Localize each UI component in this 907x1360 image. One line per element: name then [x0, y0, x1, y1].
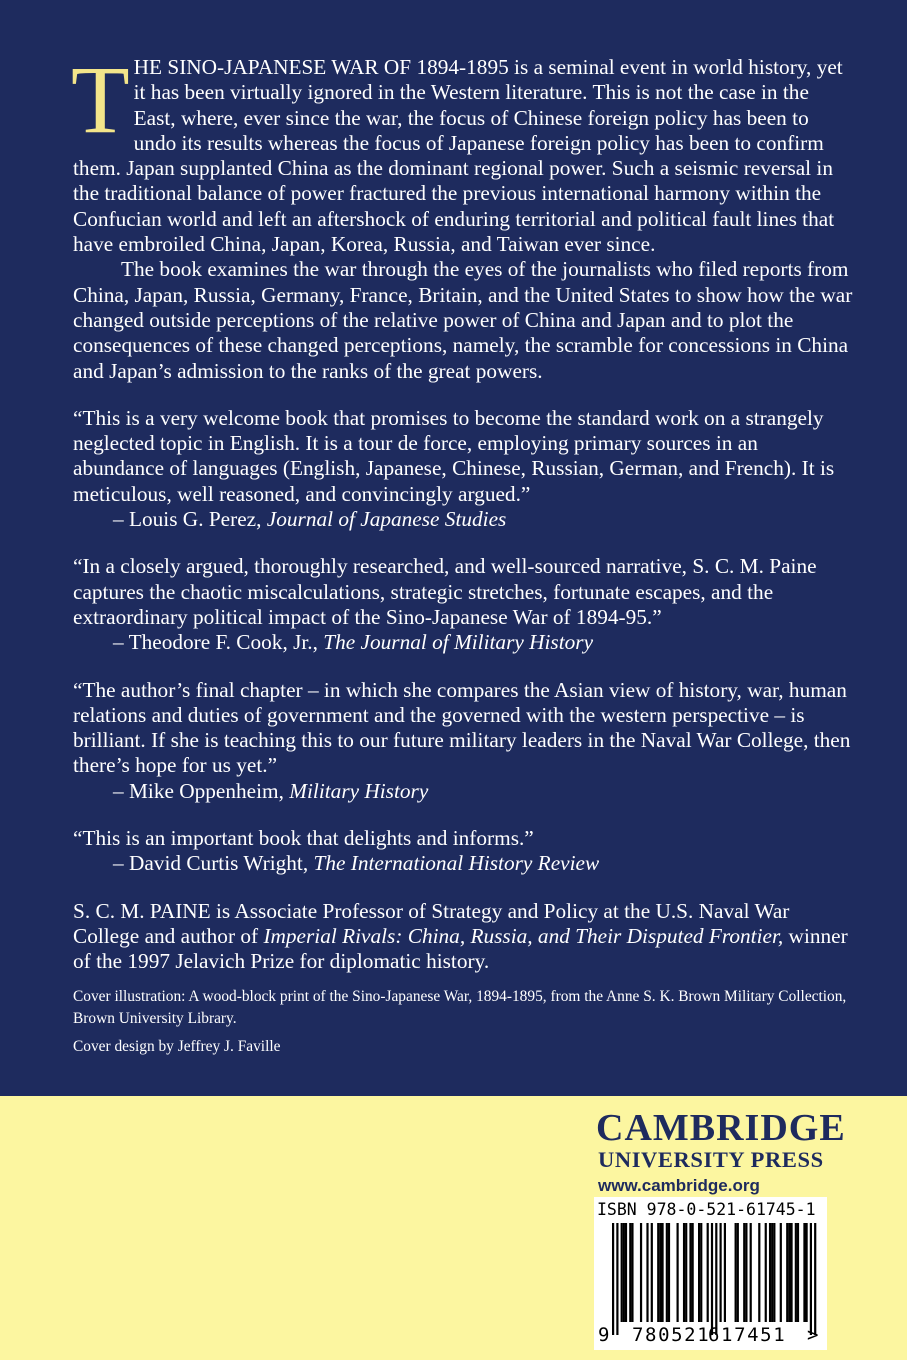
cover-text-column: [71, 46, 853, 1058]
barcode-bar: [786, 1223, 788, 1322]
review-attribution: [73, 507, 853, 532]
review-attribution: [73, 851, 853, 876]
barcode-bar: [790, 1223, 792, 1322]
review-author: – Mike Oppenheim,: [113, 778, 290, 803]
review-attribution: [73, 630, 853, 655]
barcode-bar: [616, 1223, 618, 1335]
barcode-bar: [677, 1223, 679, 1322]
isbn-label: ISBN 978-0-521-61745-1: [597, 1200, 816, 1219]
barcode-bar: [780, 1223, 782, 1322]
barcode-bar: [700, 1223, 702, 1322]
review-text: “This is a very welcome book that promises to become the standard work on a strangely neglected topic in English. It is a tour de force, employing primary sources in an abundance of languages (English, Japanese, Chinese, Russian, German, and French). It is meticulous, well reasoned, and convincingly argued.”: [73, 405, 835, 506]
barcode-bar: [795, 1223, 797, 1322]
barcode-digit-group-right: 617451: [708, 1324, 787, 1346]
review-source: The International History Review: [313, 851, 600, 876]
barcode-bar: [640, 1223, 642, 1322]
drop-cap: T: [71, 46, 130, 153]
barcode-bar: [711, 1223, 713, 1335]
barcode-bar: [612, 1223, 614, 1335]
barcode-bar: [621, 1223, 623, 1322]
cover-illustration-credit: Cover illustration: A wood-block print of the Sino-Japanese War, 1894-1895, from the Anne S. K. Brown Military Collection, Brown University Library.: [73, 987, 847, 1027]
blurb-paragraph-2: The book examines the war through the eyes of the journalists who filed reports from China, Japan, Russia, Germany, France, Britain, and the United States to show how the war changed outside perceptions of the relative power of China and Japan and to plot the consequences of these changed perceptions, namely, the scramble for concessions in China and Japan’s admission to the ranks of the great powers.: [73, 257, 853, 383]
barcode-bar: [689, 1223, 691, 1322]
barcode-digit-lead: 9: [598, 1324, 610, 1346]
author-bio-lead: S. C. M. PAINE is Associate Professor of Strategy and Policy at the U.S. Naval War College and author of: [73, 898, 790, 948]
barcode-bar: [773, 1223, 775, 1322]
barcode-bar: [715, 1223, 717, 1335]
barcode-bar: [771, 1223, 773, 1322]
barcode-bar: [646, 1223, 648, 1322]
publisher-press: UNIVERSITY PRESS: [598, 1147, 824, 1172]
review-author: – Louis G. Perez,: [113, 507, 267, 532]
barcode-quiet-zone-marker: >: [807, 1324, 819, 1346]
barcode-bar: [666, 1223, 668, 1322]
barcode-bar: [803, 1223, 805, 1322]
author-bio: [73, 899, 853, 975]
isbn-barcode: [594, 1197, 827, 1350]
barcode-bar: [698, 1223, 700, 1322]
barcode-bar: [629, 1223, 631, 1322]
review-quote-4: [73, 826, 853, 877]
author-bio-tail: winner of the 1997 Jelavich Prize for diplomatic history.: [73, 923, 848, 974]
barcode-bar: [657, 1223, 659, 1322]
barcode-bar: [797, 1223, 799, 1322]
review-author: – Theodore F. Cook, Jr.,: [113, 630, 324, 655]
barcode-bar: [707, 1223, 709, 1322]
review-attribution: [73, 779, 853, 804]
review-source: Journal of Japanese Studies: [266, 507, 507, 532]
barcode-bar: [810, 1223, 812, 1335]
review-quote-2: [73, 554, 853, 655]
barcode-digits: [594, 1324, 827, 1348]
barcode-bar: [625, 1223, 627, 1322]
review-text: “This is an important book that delights and informs.”: [73, 826, 534, 851]
barcode-bar: [765, 1223, 767, 1322]
barcode-bar: [758, 1223, 760, 1322]
barcode-bar: [788, 1223, 790, 1322]
barcode-bar: [750, 1223, 752, 1322]
publisher-logo: [596, 1107, 846, 1198]
barcode-bar: [814, 1223, 816, 1335]
barcode-bar: [724, 1223, 726, 1322]
barcode-bar: [720, 1223, 722, 1322]
review-source: Military History: [289, 778, 429, 803]
barcode-bar: [745, 1223, 747, 1322]
review-quote-3: [73, 678, 853, 804]
barcode-bar: [668, 1223, 670, 1322]
blurb-paragraph-1: [71, 46, 853, 257]
publisher-url: www.cambridge.org: [598, 1176, 760, 1195]
barcode-bar: [659, 1223, 661, 1322]
review-quote-1: [73, 406, 853, 532]
barcode-bar: [735, 1223, 737, 1322]
barcode-bar: [692, 1223, 694, 1322]
barcode-bar: [806, 1223, 808, 1322]
barcode-bar: [661, 1223, 663, 1322]
blurb-paragraph-1-text: HE SINO-JAPANESE WAR OF 1894-1895 is a seminal event in world history, yet it has been virtually ignored in the Western literature. This is not the case in the East, where, ever since the war, the focus of Chinese foreign policy has been to undo its results whereas the focus of Japanese foreign policy has been to confirm them. Japan supplanted China as the dominant regional power. Such a seismic reversal in the traditional balance of power fractured the previous international harmony within the Confucian world and left an aftershock of enduring territorial and political fault lines that have embroiled China, Japan, Korea, Russia, and Taiwan ever since.: [73, 55, 843, 257]
barcode-bar: [651, 1223, 653, 1322]
barcode-bar: [743, 1223, 745, 1322]
cover-design-credit: Cover design by Jeffrey J. Faville: [73, 1037, 281, 1055]
barcode-bar: [683, 1223, 685, 1322]
barcode-bar: [623, 1223, 625, 1322]
author-bio-book-title: Imperial Rivals: China, Russia, and Their Disputed Frontier,: [263, 923, 784, 948]
barcode-bar: [685, 1223, 687, 1322]
barcode-bar: [769, 1223, 771, 1322]
review-author: – David Curtis Wright,: [113, 851, 314, 876]
review-source: The Journal of Military History: [323, 630, 594, 655]
barcode-bar: [631, 1223, 633, 1322]
barcode-bar: [737, 1223, 739, 1322]
review-text: “In a closely argued, thoroughly researched, and well-sourced narrative, S. C. M. Paine captures the chaotic miscalculations, strategic stretches, fortunate escapes, and the extraordinary political impact of the Sino-Japanese War of 1894-95.”: [73, 554, 817, 629]
barcode-digit-group-left: 780521: [632, 1324, 711, 1346]
publisher-panel: [0, 1096, 907, 1360]
publisher-name: CAMBRIDGE: [596, 1107, 846, 1149]
review-text: “The author’s final chapter – in which she compares the Asian view of history, war, human relations and duties of government and the governed with the western perspective – is brilliant. If she is teaching this to our future military leaders in the Naval War College, then there’s hope for us yet.”: [73, 677, 851, 778]
